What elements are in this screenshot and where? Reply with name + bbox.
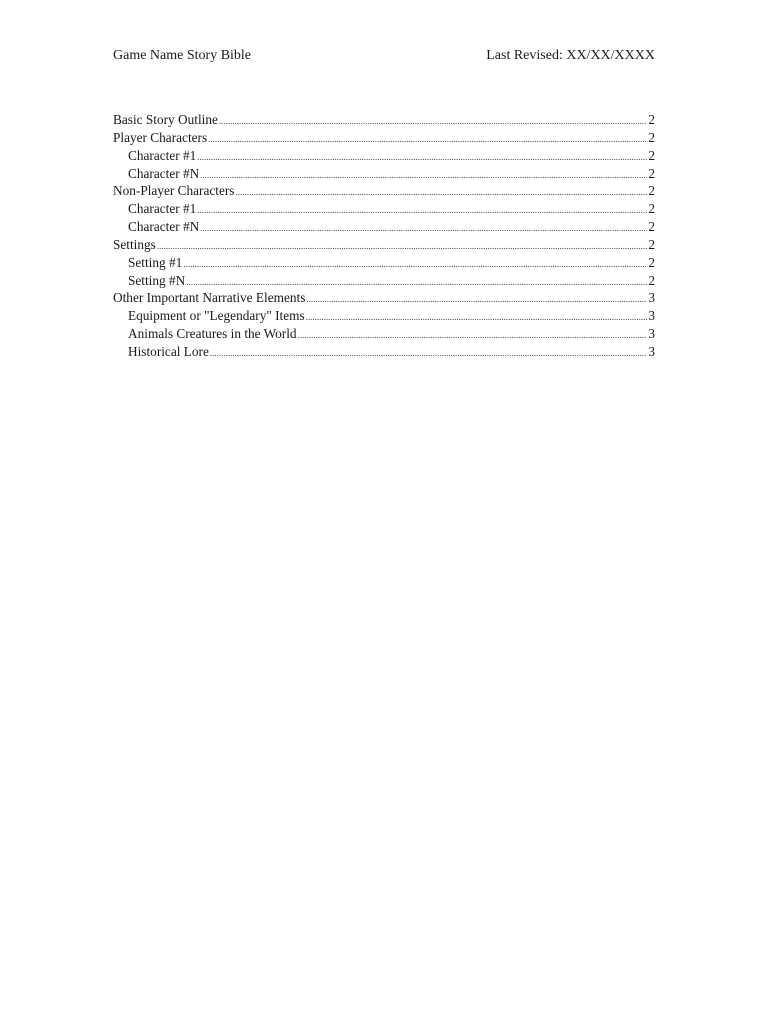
- table-of-contents: [113, 111, 655, 361]
- toc-entry-page: 2: [648, 201, 655, 217]
- toc-entry-animals-creatures[interactable]: [113, 325, 655, 343]
- toc-entry-title: Character #N: [128, 165, 200, 181]
- toc-dot-leader: [210, 343, 647, 363]
- toc-entry-title: Character #N: [128, 219, 200, 235]
- toc-entry-page: 3: [648, 326, 655, 342]
- toc-entry-page: 2: [648, 147, 655, 163]
- toc-entry-title: Character #1: [128, 147, 197, 163]
- toc-entry-page: 2: [648, 165, 655, 181]
- last-revised-date: Last Revised: XX/XX/XXXX: [486, 48, 655, 63]
- toc-entry-page: 2: [648, 129, 655, 145]
- document-title: Game Name Story Bible: [113, 48, 252, 63]
- toc-entry-page: 3: [648, 343, 655, 359]
- toc-entry-npc-character-1[interactable]: [113, 200, 655, 218]
- toc-entry-other-narrative-elements[interactable]: [113, 289, 655, 307]
- toc-entry-settings[interactable]: [113, 236, 655, 254]
- toc-entry-title: Other Important Narrative Elements: [113, 290, 306, 306]
- toc-entry-title: Non-Player Characters: [113, 183, 235, 199]
- toc-entry-page: 2: [648, 219, 655, 235]
- toc-entry-setting-1[interactable]: [113, 254, 655, 272]
- toc-entry-title: Settings: [113, 236, 156, 252]
- toc-entry-title: Equipment or "Legendary" Items: [128, 308, 305, 324]
- toc-entry-title: Basic Story Outline: [113, 112, 218, 127]
- toc-entry-basic-story-outline[interactable]: [113, 111, 655, 129]
- toc-entry-title: Historical Lore: [128, 343, 209, 359]
- toc-entry-historical-lore[interactable]: [113, 343, 655, 361]
- toc-entry-legendary-items[interactable]: [113, 307, 655, 325]
- toc-entry-page: 2: [648, 183, 655, 199]
- toc-entry-page: 2: [648, 236, 655, 252]
- toc-entry-page: 3: [648, 290, 655, 306]
- toc-entry-page: 2: [648, 254, 655, 270]
- toc-entry-setting-n[interactable]: [113, 272, 655, 290]
- page-header: [113, 47, 655, 65]
- toc-entry-page: 2: [648, 272, 655, 288]
- toc-entry-non-player-characters[interactable]: [113, 182, 655, 200]
- toc-entry-title: Setting #1: [128, 254, 183, 270]
- toc-entry-title: Player Characters: [113, 129, 208, 145]
- toc-entry-title: Character #1: [128, 201, 197, 217]
- toc-entry-page: 3: [648, 308, 655, 324]
- toc-entry-title: Setting #N: [128, 272, 186, 288]
- toc-entry-player-character-n[interactable]: [113, 165, 655, 183]
- toc-entry-title: Animals Creatures in the World: [128, 326, 297, 342]
- toc-entry-player-character-1[interactable]: [113, 147, 655, 165]
- toc-entry-npc-character-n[interactable]: [113, 218, 655, 236]
- toc-entry-page: 2: [648, 112, 655, 127]
- toc-entry-player-characters[interactable]: [113, 129, 655, 147]
